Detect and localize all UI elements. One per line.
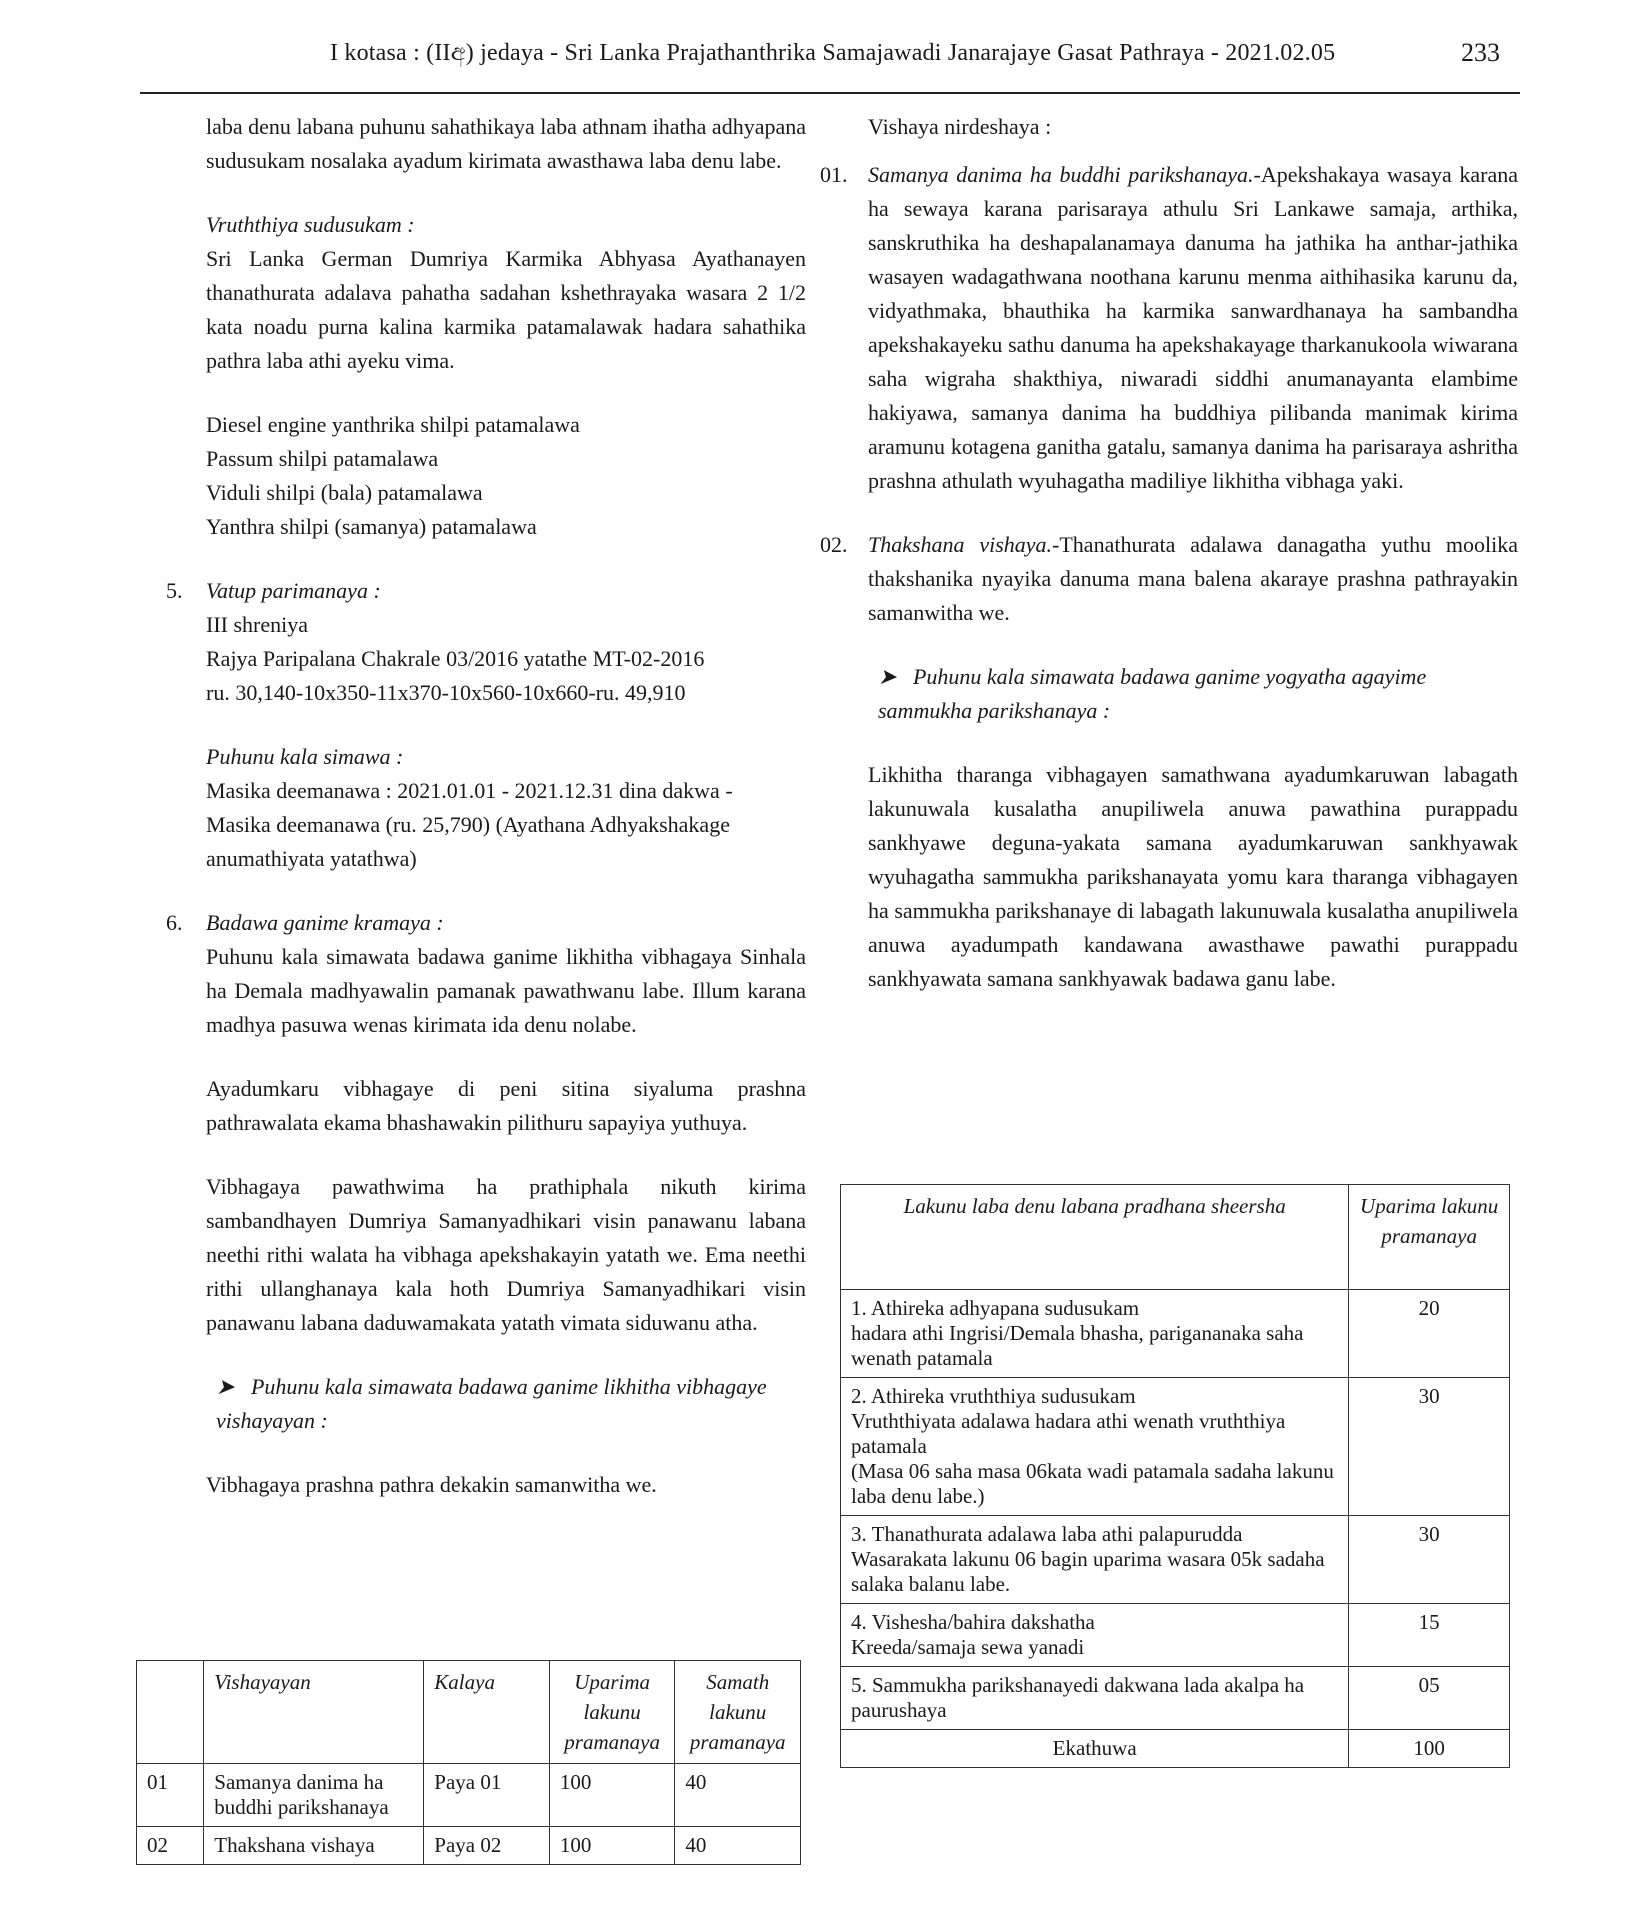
marks-cell: 05 — [1349, 1667, 1510, 1730]
table-cell: 100 — [549, 1827, 675, 1865]
recruitment-paragraph: Ayadumkaru vibhagaye di peni sitina siyaluma prashna pathrawalata ekama bhashawakin pilithuru sapayiya yuthuya. — [206, 1076, 806, 1135]
table-cell: Paya 02 — [424, 1827, 550, 1865]
training-line: Masika deemanawa : 2021.01.01 - 2021.12.31 dina dakwa - — [206, 778, 733, 803]
salary-grade: III shreniya — [206, 612, 309, 637]
bullet-text: Puhunu kala simawata badawa ganime yogyatha agayime sammukha parikshanaya : — [878, 664, 1427, 723]
item-body: -Thanathurata adalawa danagatha yuthu moolika thakshanika nyayika danuma mana balena akaraye prashna pathrayakin samanwitha we. — [868, 532, 1518, 625]
row-line: (Masa 06 saha masa 06kata wadi patamala sadaha lakunu laba denu labe.) — [851, 1459, 1334, 1508]
syllabus-item-2 — [820, 528, 1518, 630]
table-header: Uparima lakunu pramanaya — [1349, 1185, 1510, 1290]
table-row — [137, 1764, 801, 1827]
page-number: 233 — [1461, 38, 1500, 67]
section-5 — [166, 574, 806, 710]
row-line: 4. Vishesha/bahira dakshatha — [851, 1610, 1095, 1634]
row-line: Kreeda/samaja sewa yanadi — [851, 1635, 1085, 1659]
total-row — [841, 1730, 1510, 1768]
syllabus-item-1 — [820, 158, 1518, 498]
table-cell: Paya 01 — [424, 1764, 550, 1827]
salary-scale: ru. 30,140-10x350-11x370-10x560-10x660-ru. 49,910 — [206, 680, 686, 705]
interview-bullet — [868, 660, 1518, 728]
row-line: hadara athi Ingrisi/Demala bhasha, parigananaka saha wenath patamala — [851, 1321, 1304, 1370]
recruitment-paragraph: Vibhagaya pawathwima ha prathiphala nikuth kirima sambandhayen Dumriya Samanyadhikari visin panawanu labana neethi rithi walata ha vibhaga apekshakayin yatath we. Ema neethi rithi ullanghanaya kala hoth Dumriya Samanyadhikari visin panawanu labana daduwamakata yatath vimata siduwanu atha. — [206, 1174, 806, 1335]
arrow-bullet-icon: ➤ — [216, 1374, 235, 1399]
right-column — [820, 110, 1518, 996]
arrow-bullet-icon: ➤ — [878, 664, 897, 689]
course-item: Passum shilpi patamalawa — [206, 446, 439, 471]
gazette-title: I kotasa : (IIඅ) jedaya - Sri Lanka Prajathanthrika Samajawadi Janarajaye Gasat Pathraya - 2021.02.05 — [330, 40, 1336, 66]
table-row — [841, 1667, 1510, 1730]
table-cell: 01 — [137, 1764, 204, 1827]
training-period — [206, 740, 806, 876]
course-item: Yanthra shilpi (samanya) patamalawa — [206, 514, 537, 539]
bullet-text: Puhunu kala simawata badawa ganime likhitha vibhagaye vishayayan : — [216, 1374, 767, 1433]
table-row — [841, 1290, 1510, 1378]
exam-table — [136, 1660, 801, 1865]
training-line: Masika deemanawa (ru. 25,790) (Ayathana Adhyakshakage — [206, 812, 730, 837]
salary-heading: Vatup parimanaya : — [206, 578, 381, 603]
table-row — [841, 1516, 1510, 1604]
course-item: Diesel engine yanthrika shilpi patamalawa — [206, 412, 580, 437]
table-cell — [841, 1378, 1349, 1516]
table-cell: Thakshana vishaya — [204, 1827, 424, 1865]
recruitment-heading: Badawa ganime kramaya : — [206, 910, 444, 935]
table-cell: 100 — [549, 1764, 675, 1827]
course-list — [206, 408, 806, 544]
total-value: 100 — [1349, 1730, 1510, 1768]
row-line: 1. Athireka adhyapana sudusukam — [851, 1296, 1140, 1320]
vocational-body: Sri Lanka German Dumriya Karmika Abhyasa Ayathanayen thanathurata adalava pahatha sadahan kshethrayaka wasara 2 1/2 kata noadu purna kalina karmika patamalawak hadara sahathika pathra laba athi ayeku vima. — [206, 246, 806, 373]
item-title: Samanya danima ha buddhi parikshanaya. — [868, 162, 1254, 187]
item-number: 02. — [820, 532, 848, 557]
training-line: anumathiyata yatathwa) — [206, 846, 417, 871]
table-header: Lakunu laba denu labana pradhana sheersha — [841, 1185, 1349, 1290]
table-header-row — [841, 1185, 1510, 1290]
table-header — [137, 1661, 204, 1764]
table-row — [841, 1604, 1510, 1667]
page-header — [140, 36, 1520, 94]
table-header: Kalaya — [424, 1661, 550, 1764]
table-cell — [841, 1290, 1349, 1378]
marks-table — [840, 1184, 1510, 1768]
table-cell — [841, 1516, 1349, 1604]
marks-cell: 30 — [1349, 1378, 1510, 1516]
table-header: Vishayayan — [204, 1661, 424, 1764]
left-column — [166, 110, 806, 1502]
intro-paragraph: laba denu labana puhunu sahathikaya laba athnam ihatha adhyapana sudusukam nosalaka ayadum kirimata awasthawa laba denu labe. — [206, 114, 806, 173]
item-title: Thakshana vishaya. — [868, 532, 1053, 557]
table-header: Samath lakunu pramanaya — [675, 1661, 801, 1764]
row-line: 3. Thanathurata adalawa laba athi palapurudda — [851, 1522, 1243, 1546]
marks-cell: 15 — [1349, 1604, 1510, 1667]
section-number: 6. — [166, 910, 183, 935]
table-header-row — [137, 1661, 801, 1764]
course-item: Viduli shilpi (bala) patamalawa — [206, 480, 483, 505]
table-cell: 40 — [675, 1827, 801, 1865]
table-cell: 02 — [137, 1827, 204, 1865]
row-line: 5. Sammukha parikshanayedi dakwana lada akalpa ha paurushaya — [851, 1673, 1305, 1722]
table-cell: 40 — [675, 1764, 801, 1827]
table-row — [137, 1827, 801, 1865]
table-cell — [841, 1604, 1349, 1667]
row-line: Vruththiyata adalawa hadara athi wenath vruththiya patamala — [851, 1409, 1286, 1458]
item-body: -Apekshakaya wasaya karana ha sewaya karana parisaraya athulu Sri Lankawe samaja, arthika, sanskruthika ha deshapalanamaya danuma ha jathika ha anthar-jathika wasayen wadagathwana noothana karunu menma aithihasika karunu da, vidyathmaka, bhauthika ha karmika sanwardhanaya ha sambandha apekshakayeku sathu danuma ha apekshakayage tharkanukoola wiwarana saha wigraha shakthiya, niwaradi siddhi anumanayanta elambime hakiyawa, samanya danima ha buddhiya pilibanda manimak kirima aramunu kotagena ganitha gatalu, samanya danima ha parisaraya ashritha prashna athulath wyuhagatha madiliye likhitha vibhaga yaki. — [868, 162, 1518, 493]
training-heading: Puhunu kala simawa : — [206, 744, 404, 769]
vocational-heading: Vruththiya sudusukam : — [206, 212, 415, 237]
interview-body: Likhitha tharanga vibhagayen samathwana ayadumkaruwan labagath lakunuwala kusalatha anupiliwela anuwa pawathina purappadu sankhyawe deguna-yakata samana ayadumkaruwan sankhyawak wyuhagatha sammukha parikshanayata yomu kara tharanga vibhagayen ha sammukha parikshanaye di labagath lakunuwala kusalatha anupiliwela anuwa ayadumpath kandawana awasthawe pawathi purappadu sankhyawata samana sankhyawak badawa ganu labe. — [868, 762, 1518, 991]
exam-note: Vibhagaya prashna pathra dekakin samanwitha we. — [206, 1472, 657, 1497]
marks-cell: 20 — [1349, 1290, 1510, 1378]
section-6 — [166, 906, 806, 1502]
salary-circular: Rajya Paripalana Chakrale 03/2016 yatathe MT-02-2016 — [206, 646, 705, 671]
marks-cell: 30 — [1349, 1516, 1510, 1604]
total-label: Ekathuwa — [841, 1730, 1349, 1768]
row-line: 2. Athireka vruththiya sudusukam — [851, 1384, 1136, 1408]
table-row — [841, 1378, 1510, 1516]
table-header: Uparima lakunu pramanaya — [549, 1661, 675, 1764]
row-line: Wasarakata lakunu 06 bagin uparima wasara 05k sadaha salaka balanu labe. — [851, 1547, 1325, 1596]
recruitment-paragraph: Puhunu kala simawata badawa ganime likhitha vibhagaya Sinhala ha Demala madhyawalin pamanak pawathwanu labe. Illum karana madhya pasuwa wenas kirimata ida denu nolabe. — [206, 944, 806, 1037]
item-number: 01. — [820, 162, 848, 187]
table-cell: Samanya danima ha buddhi parikshanaya — [204, 1764, 424, 1827]
syllabus-heading: Vishaya nirdeshaya : — [868, 114, 1052, 139]
exam-subjects-bullet — [206, 1370, 806, 1438]
section-number: 5. — [166, 578, 183, 603]
table-cell — [841, 1667, 1349, 1730]
